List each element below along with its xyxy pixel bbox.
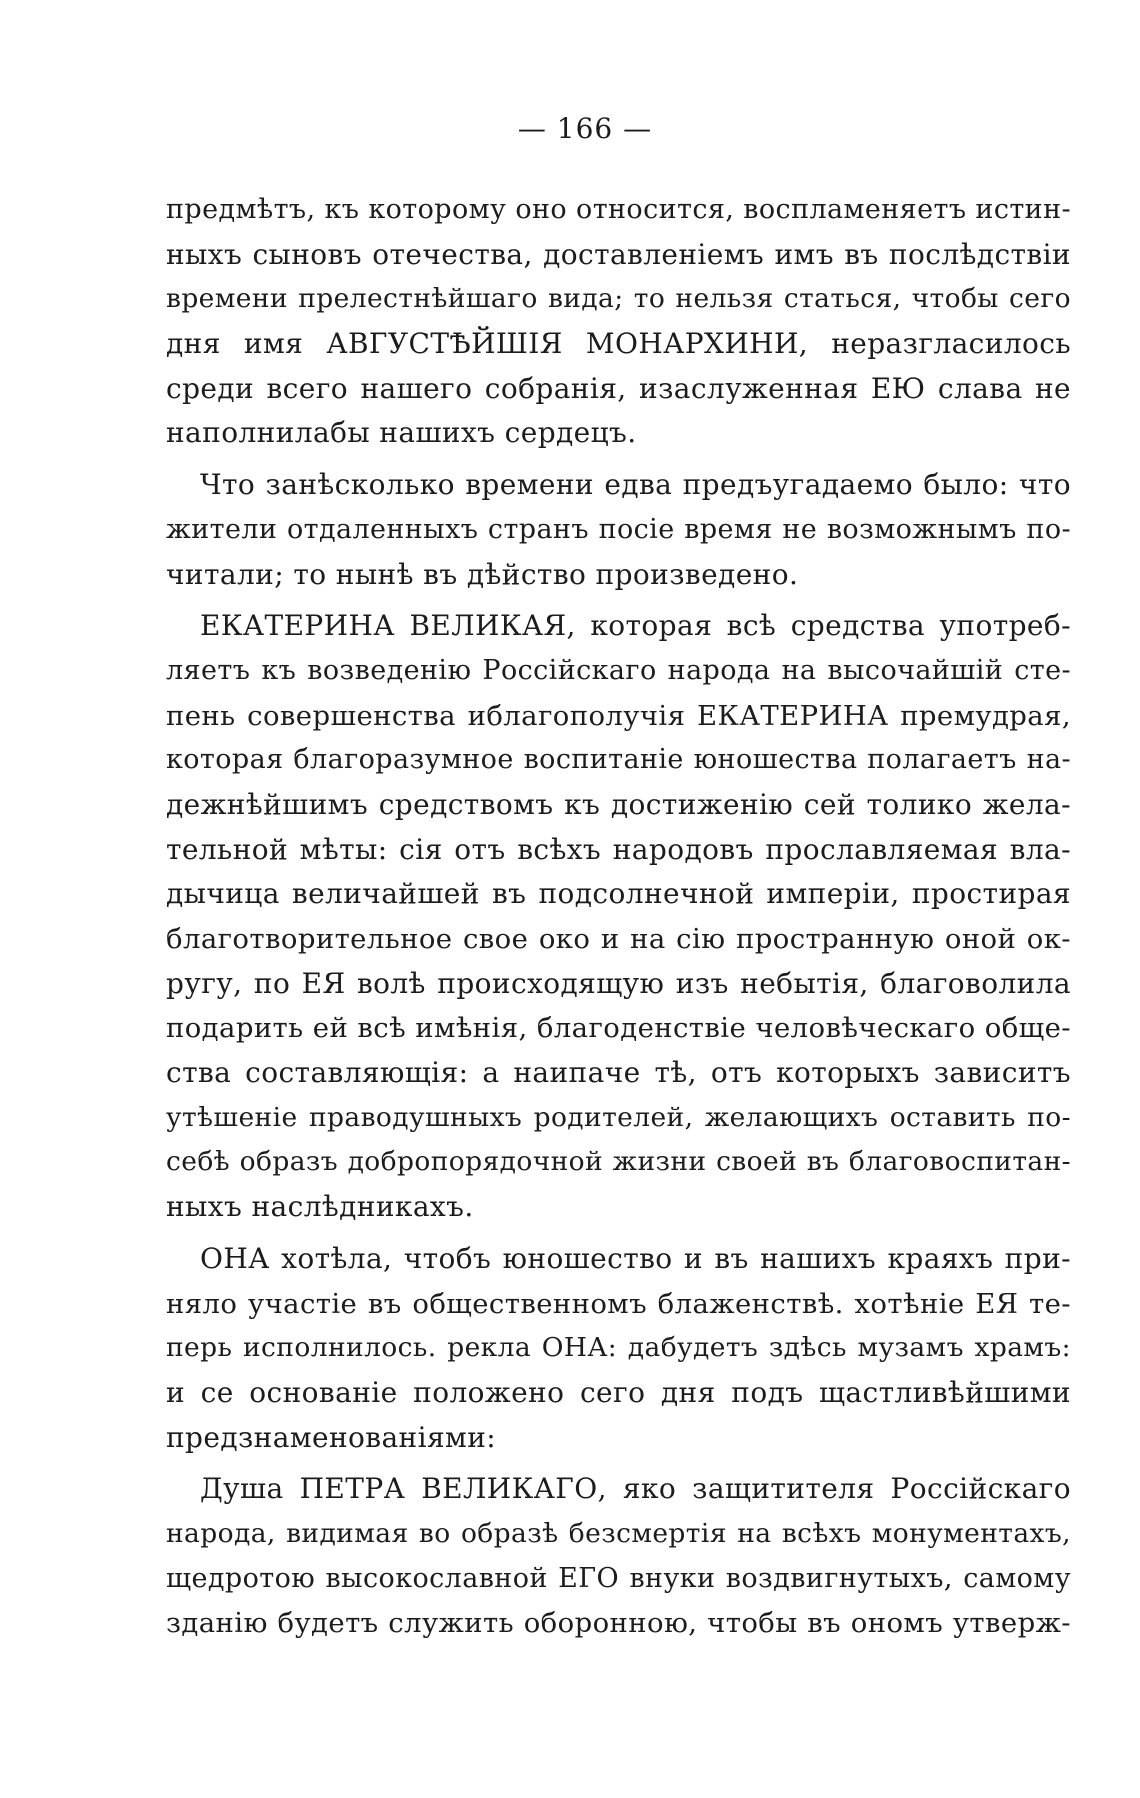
paragraph-1: [166, 188, 1071, 456]
text-line: предмѣтъ, къ которому оно относится, воспламеняетъ истин-: [166, 194, 1071, 225]
paragraph-2: [166, 463, 1071, 597]
text-line: ругу, по ЕЯ волѣ происходящую изъ небытія, благоволила: [166, 966, 1071, 1000]
text-line: благотворительное свое око и на сію пространную оной ок-: [166, 923, 1071, 955]
text-line: щедротою высокославной ЕГО внуки воздвигнутыхъ, самому: [166, 1562, 1071, 1594]
text-line: няло участіе въ общественномъ блаженствѣ. хотѣніе ЕЯ те-: [166, 1287, 1071, 1320]
text-line: предзнаменованіями:: [166, 1420, 497, 1454]
text-line: ства составляющія: а наипаче тѣ, отъ которыхъ зависитъ: [166, 1056, 1071, 1090]
text-line: Душа ПЕТРА ВЕЛИКАГО, яко защитителя Россійскаго: [200, 1472, 1071, 1506]
text-line: ныхъ сыновъ отечества, доставленіемъ имъ въ послѣдствіи: [166, 237, 1071, 271]
text-line: которая благоразумное воспитаніе юношества полагаетъ на-: [166, 744, 1071, 776]
text-line: ныхъ наслѣдникахъ.: [166, 1190, 474, 1224]
paragraph-4: [166, 1237, 1071, 1460]
text-line: наполнилабы нашихъ сердецъ.: [166, 416, 637, 450]
text-line: ляетъ къ возведенію Россійскаго народа на высочайшій сте-: [166, 654, 1071, 686]
page-number: — 166 —: [517, 112, 653, 145]
text-line: жители отдаленныхъ странъ посіе время не возможнымъ по-: [166, 513, 1071, 545]
text-line: среди всего нашего собранія, изаслуженная ЕЮ слава не: [166, 371, 1071, 405]
text-line: зданію будетъ служить оборонною, чтобы въ ономъ утверж-: [166, 1607, 1071, 1640]
text-line: утѣшеніе праводушныхъ родителей, желающихъ оставить по-: [166, 1101, 1071, 1133]
text-line: себѣ образъ добропорядочной жизни своей въ благовоспитан-: [166, 1146, 1071, 1178]
text-line: подарить ей всѣ имѣнія, благоденствіе человѣческаго обще-: [166, 1012, 1071, 1045]
text-line: перь исполнилось. рекла ОНА: дабудетъ здѣсь музамъ храмъ:: [166, 1332, 1071, 1364]
text-line: ОНА хотѣла, чтобъ юношество и въ нашихъ краяхъ при-: [200, 1241, 1071, 1275]
text-line: и се основаніе положено сего дня подъ щастливѣйшими: [166, 1375, 1071, 1409]
text-line: тельной мѣты: сія отъ всѣхъ народовъ прославляемая вла-: [166, 832, 1071, 866]
paragraph-3: [166, 604, 1071, 1230]
text-line: дня имя АВГУСТѢЙШІЯ МОНАРХИНИ, неразгласилось: [166, 327, 1071, 361]
paragraph-5: [166, 1467, 1071, 1646]
text-line: дычица величайшей въ подсолнечной имперіи, простирая: [166, 877, 1071, 911]
text-line: пень совершенства иблагополучія ЕКАТЕРИНА премудрая,: [166, 699, 1071, 732]
body-text: [166, 188, 1071, 1653]
text-line: читали; то нынѣ въ дѣйство произведено.: [166, 557, 799, 591]
text-line: Что занѣсколько времени едва предъугадаемо было: что: [200, 468, 1071, 502]
text-line: дежнѣйшимъ средствомъ къ достиженію сей толико жела-: [166, 787, 1071, 821]
text-line: времени прелестнѣйшаго вида; то нельзя статься, чтобы сего: [166, 283, 1071, 315]
text-line: народа, видимая во образѣ безсмертія на всѣхъ монументахъ,: [166, 1517, 1071, 1549]
text-line: ЕКАТЕРИНА ВЕЛИКАЯ, которая всѣ средства употреб-: [200, 609, 1071, 643]
